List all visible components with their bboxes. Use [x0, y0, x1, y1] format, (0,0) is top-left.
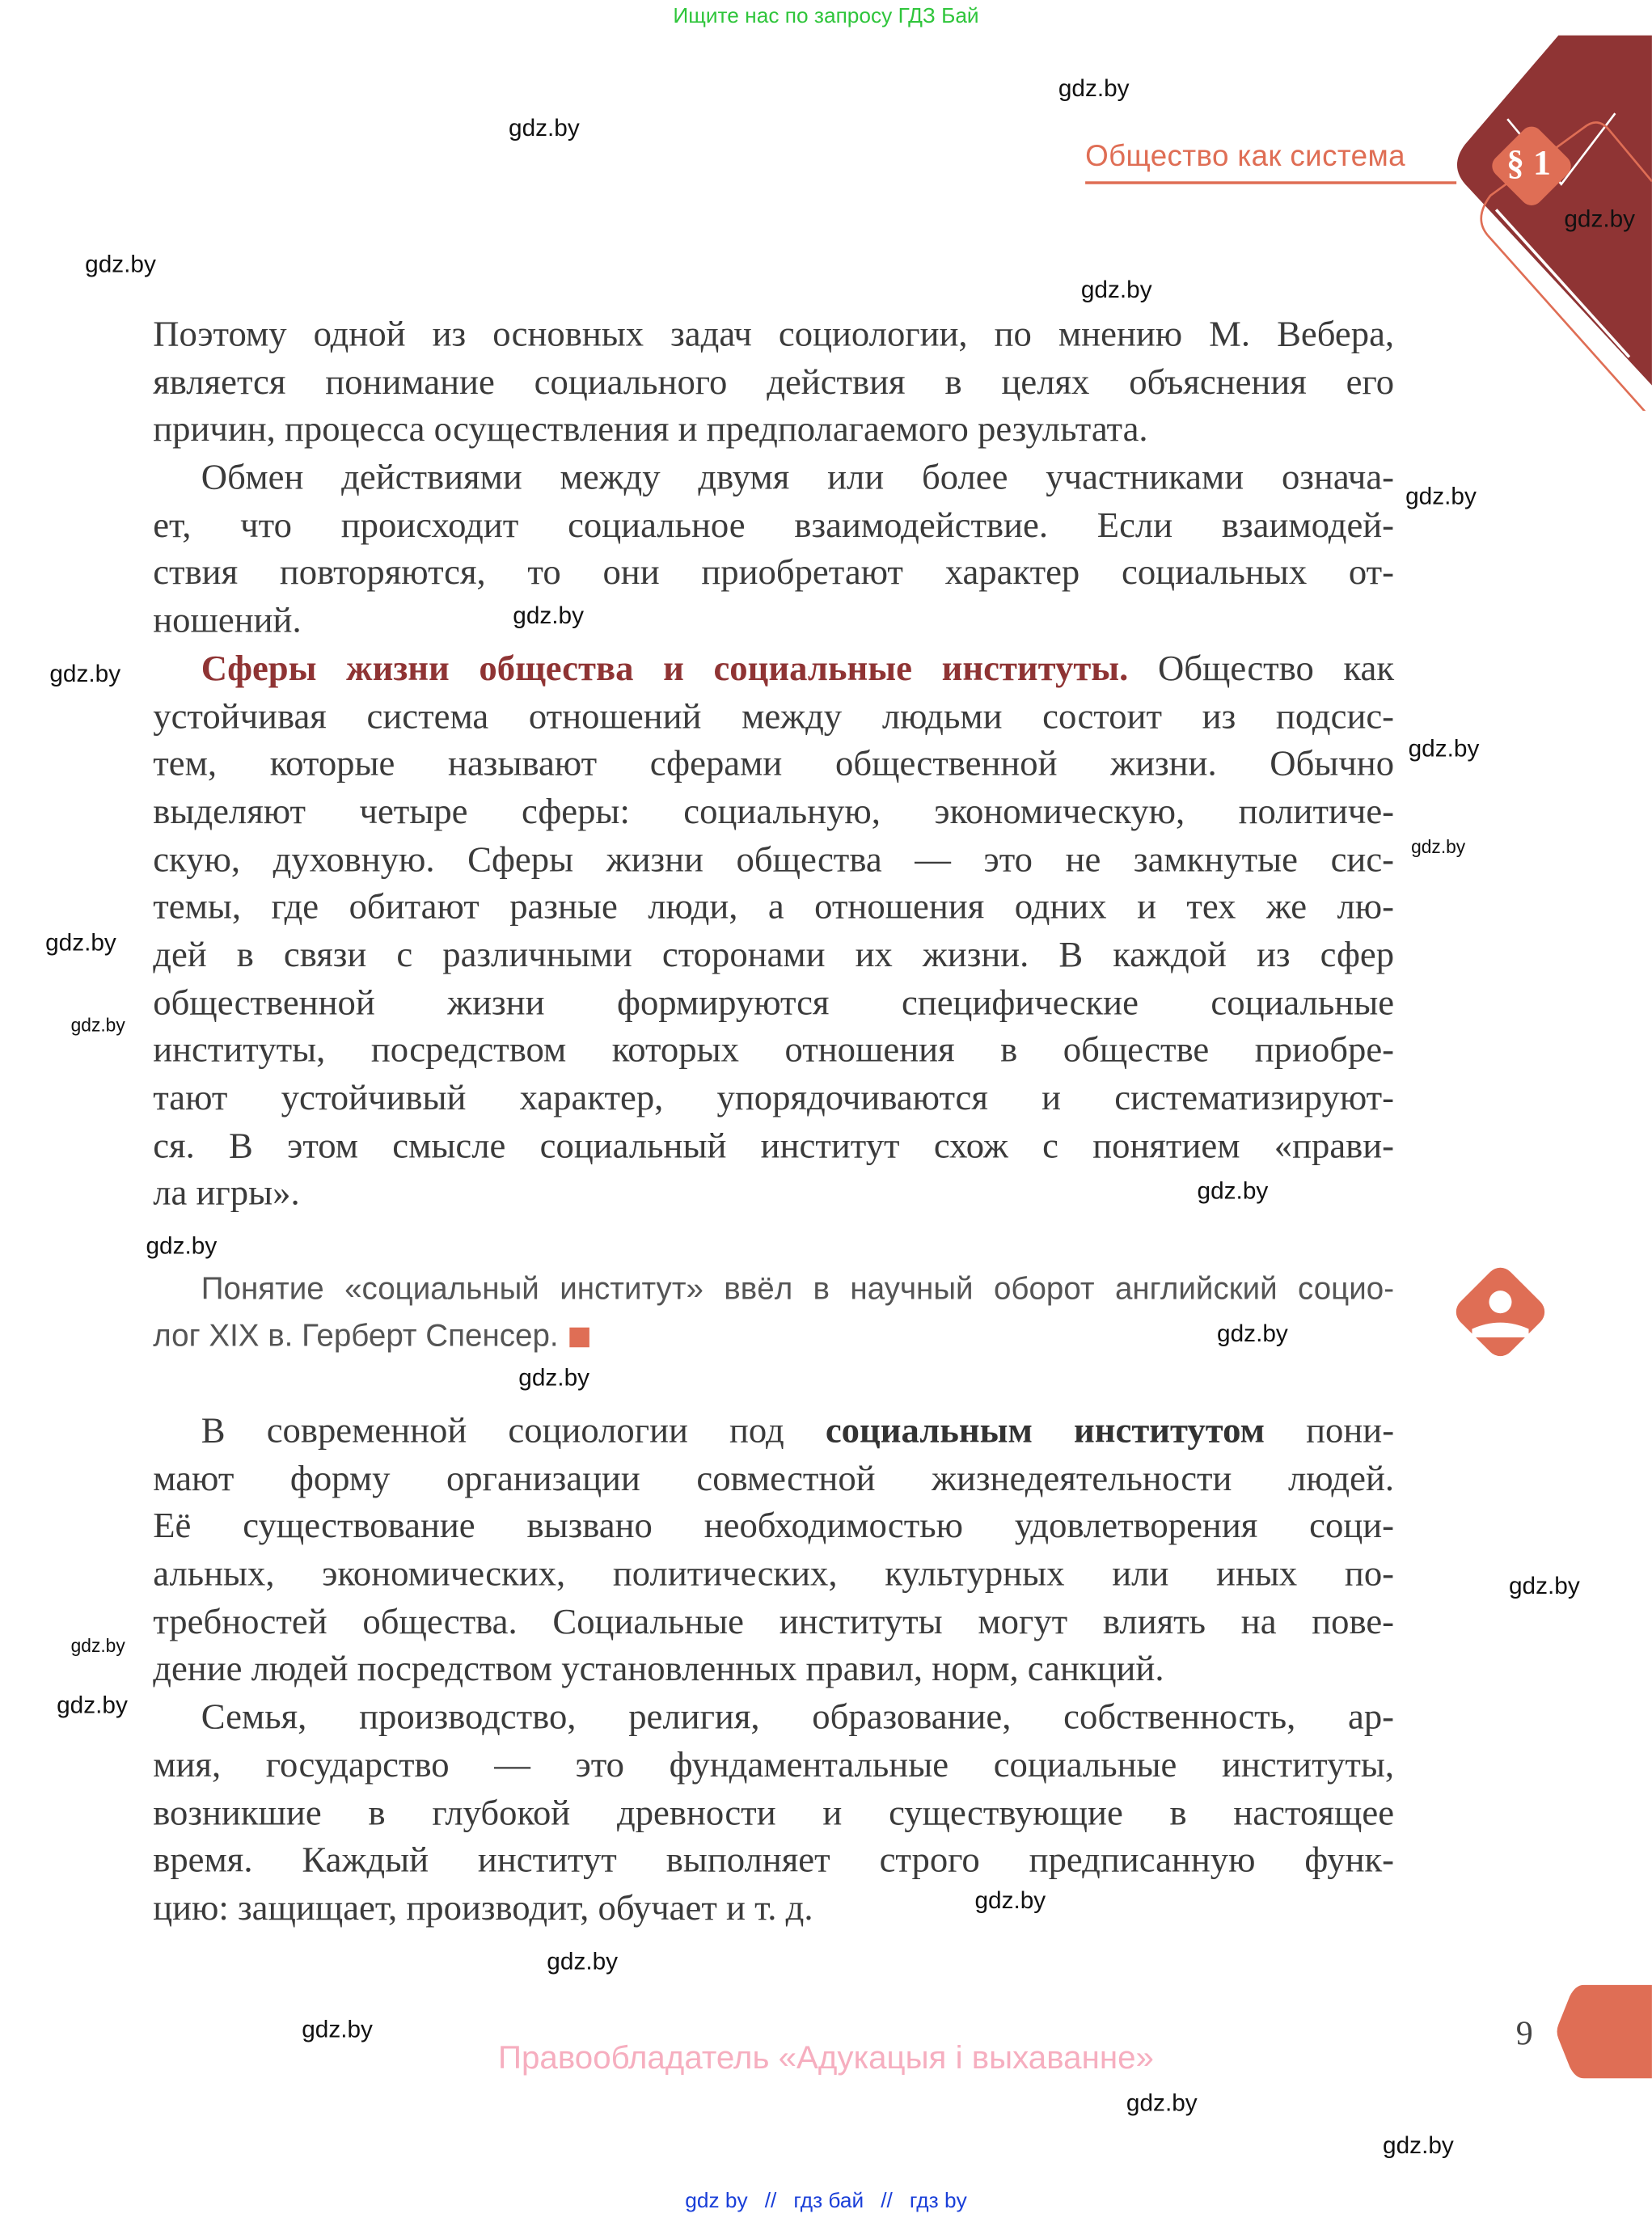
chapter-title-underline	[1085, 181, 1456, 184]
watermark: gdz.by	[974, 1886, 1046, 1915]
copyright-footer: Правообладатель «Адукацыя і выхаванне»	[498, 2038, 1154, 2076]
watermark: gdz.by	[49, 660, 121, 687]
text-line: цию: защищает, производит, обучает и т. д.	[153, 1886, 813, 1928]
section-badge: § 1	[1506, 144, 1551, 184]
text-line: ся. В этом смысле социальный институт схож с понятием «прави-	[153, 1124, 1395, 1166]
text-line: время. Каждый институт выполняет строго предписанную функ-	[153, 1839, 1395, 1881]
watermark: gdz.by	[1564, 205, 1636, 233]
link-gdz-bai[interactable]: гдз бай	[793, 2188, 864, 2213]
person-icon	[1439, 1251, 1561, 1373]
separator: //	[881, 2188, 893, 2213]
watermark: gdz.by	[513, 602, 585, 629]
text-line: Поэтому одной из основных задач социологии, по мнению М. Вебера,	[153, 313, 1395, 355]
text-line: является понимание социального действия в целях объяснения его	[153, 361, 1395, 403]
bottom-links	[677, 2189, 976, 2213]
text-line: дение людей посредством установленных правил, норм, санкций.	[153, 1648, 1164, 1690]
text-fragment: пони-	[1265, 1409, 1395, 1451]
watermark: gdz.by	[146, 1232, 218, 1260]
watermark: gdz.by	[1080, 276, 1152, 303]
search-hint: Ищите нас по запросу ГДЗ Бай	[673, 4, 979, 29]
page-tab	[1556, 1985, 1652, 2079]
watermark: gdz.by	[1197, 1176, 1269, 1205]
chapter-title: Общество как система	[1085, 140, 1405, 173]
text-line: институты, посредством которых отношения в обществе приобре-	[153, 1029, 1395, 1071]
paragraph-4	[153, 1407, 1394, 1932]
text-line	[153, 1407, 1394, 1455]
link-gdz-by-ru[interactable]: гдз by	[909, 2188, 967, 2213]
separator: //	[764, 2188, 777, 2213]
text-line: ношений.	[153, 599, 302, 641]
end-marker-icon	[570, 1328, 590, 1348]
section-heading: Сферы жизни общества и социальные институты.	[201, 647, 1129, 689]
text-line: причин, процесса осуществления и предполагаемого результата.	[153, 408, 1148, 450]
watermark: gdz.by	[1217, 1320, 1288, 1348]
text-line: Понятие «социальный институт» ввёл в научный оборот английский социо-	[201, 1270, 1395, 1307]
text-line: устойчивая система отношений между людьми состоит из подсис-	[153, 695, 1395, 737]
watermark: gdz.by	[302, 2016, 373, 2043]
watermark: gdz.by	[45, 929, 116, 957]
info-note	[153, 1265, 1394, 1359]
text-line	[153, 1312, 589, 1358]
paragraph-1	[153, 310, 1394, 1217]
text-line: альных, экономических, политических, культурных или иных по-	[153, 1552, 1395, 1595]
text-line: Её существование вызвано необходимостью удовлетворения соци-	[153, 1505, 1395, 1547]
text-line	[153, 644, 1394, 692]
text-line: общественной жизни формируются специфические социальные	[153, 981, 1395, 1023]
text-fragment: В современной социологии под	[201, 1409, 826, 1451]
text-line: мия, государство — это фундаментальные социальные институты,	[153, 1743, 1395, 1785]
watermark: gdz.by	[1383, 2131, 1454, 2160]
text-line: возникшие в глубокой древности и существующие в настоящее	[153, 1791, 1395, 1833]
watermark: gdz.by	[1411, 835, 1466, 858]
text-line: ствия повторяются, то они приобретают характер социальных от-	[153, 551, 1395, 594]
watermark: gdz.by	[85, 251, 156, 278]
text-fragment: Общество как	[1128, 647, 1395, 689]
watermark: gdz.by	[1058, 74, 1130, 103]
text-line: скую, духовную. Сферы жизни общества — это не замкнутые сис-	[153, 838, 1395, 880]
watermark: gdz.by	[70, 1014, 125, 1036]
key-term: социальным институтом	[825, 1409, 1265, 1451]
watermark: gdz.by	[1408, 735, 1480, 762]
watermark: gdz.by	[1405, 483, 1477, 510]
watermark: gdz.by	[57, 1692, 128, 1719]
text-fragment: лог XIX в. Герберт Спенсер.	[153, 1317, 559, 1354]
text-line: выделяют четыре сферы: социальную, экономическую, политиче-	[153, 790, 1395, 832]
watermark: gdz.by	[509, 114, 580, 142]
page-number: 9	[1515, 2016, 1533, 2053]
text-line: ет, что происходит социальное взаимодействие. Если взаимодей-	[153, 504, 1395, 546]
text-line: Обмен действиями между двумя или более участниками означа-	[201, 456, 1395, 498]
text-line: Семья, производство, религия, образование, собственность, ар-	[201, 1696, 1395, 1738]
text-line: тем, которые называют сферами общественной жизни. Обычно	[153, 742, 1395, 784]
text-line: мают форму организации совместной жизнедеятельности людей.	[153, 1457, 1395, 1499]
text-line: темы, где обитают разные люди, а отношения одних и тех же лю-	[153, 885, 1395, 927]
text-line: тают устойчивый характер, упорядочиваются и систематизируют-	[153, 1076, 1395, 1118]
text-line: дей в связи с различными сторонами их жизни. В каждой из сфер	[153, 933, 1395, 975]
link-gdz-by[interactable]: gdz by	[685, 2188, 748, 2213]
text-line: требностей общества. Социальные институты могут влиять на пове-	[153, 1600, 1395, 1642]
watermark: gdz.by	[518, 1364, 590, 1392]
watermark: gdz.by	[547, 1948, 619, 1975]
watermark: gdz.by	[1126, 2089, 1198, 2117]
text-line: ла игры».	[153, 1172, 300, 1214]
watermark: gdz.by	[70, 1634, 125, 1657]
watermark: gdz.by	[1508, 1572, 1580, 1600]
